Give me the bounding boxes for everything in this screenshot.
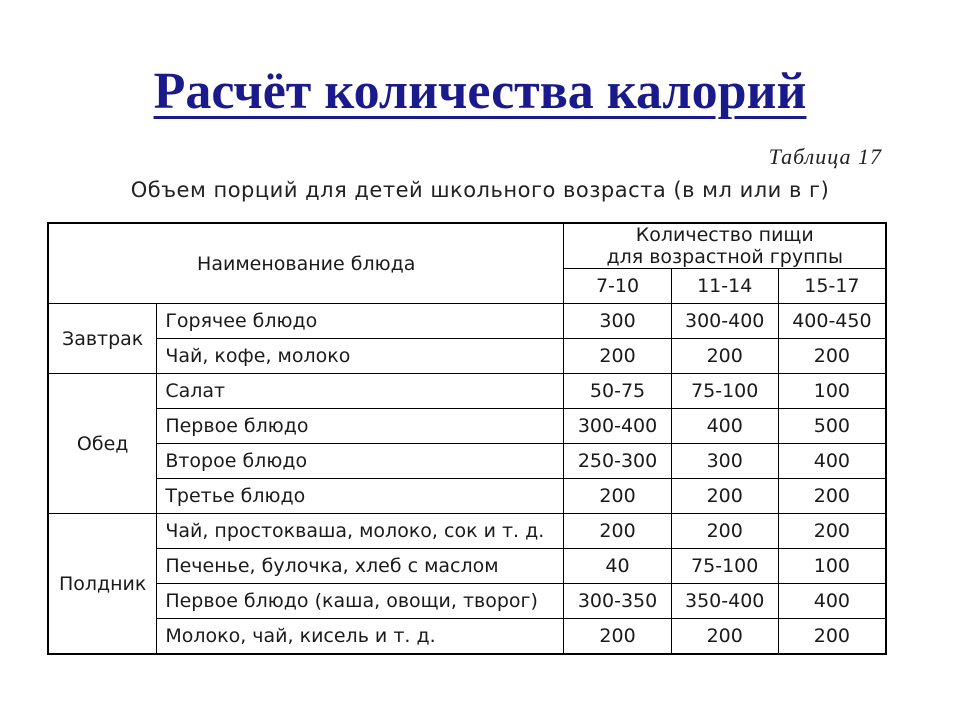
table-row: [48, 444, 886, 479]
table-row: [48, 304, 886, 339]
table-row: [48, 514, 886, 549]
portion-value: 75-100: [671, 549, 778, 584]
portion-value: 300-400: [671, 304, 778, 339]
table-row: [48, 549, 886, 584]
dish-name: Чай, кофе, молоко: [157, 339, 564, 374]
portion-value: 400: [778, 584, 886, 619]
header-quantity-line1: Количество пищи: [635, 224, 814, 246]
portion-value: 200: [778, 619, 886, 655]
portion-value: 200: [564, 479, 671, 514]
table-row: [48, 339, 886, 374]
portion-value: 300-400: [564, 409, 671, 444]
portion-value: 400: [778, 444, 886, 479]
dish-name: Салат: [157, 374, 564, 409]
table-number-label: Таблица 17: [768, 144, 882, 169]
table-caption: Объем порций для детей школьного возраста (в мл или в г): [130, 178, 830, 202]
header-age-group: 11-14: [671, 269, 778, 304]
header-quantity: [564, 223, 886, 269]
portion-value: 100: [778, 549, 886, 584]
meal-name-snack: Полдник: [48, 514, 157, 655]
portion-value: 200: [564, 339, 671, 374]
portion-value: 40: [564, 549, 671, 584]
portion-table: [47, 222, 887, 655]
page-title: Расчёт количества калорий: [153, 63, 807, 120]
portion-value: 75-100: [671, 374, 778, 409]
dish-name: Горячее блюдо: [157, 304, 564, 339]
portion-value: 50-75: [564, 374, 671, 409]
table-row: [48, 409, 886, 444]
portion-value: 100: [778, 374, 886, 409]
header-dish-name: Наименование блюда: [48, 223, 564, 304]
dish-name: Первое блюдо: [157, 409, 564, 444]
header-age-group: 15-17: [778, 269, 886, 304]
dish-name: Молоко, чай, кисель и т. д.: [157, 619, 564, 655]
header-row: [48, 223, 886, 269]
portion-value: 200: [778, 514, 886, 549]
dish-name: Второе блюдо: [157, 444, 564, 479]
table-row: [48, 584, 886, 619]
table-row: [48, 374, 886, 409]
portion-value: 400-450: [778, 304, 886, 339]
meal-name-breakfast: Завтрак: [48, 304, 157, 374]
table-row: [48, 479, 886, 514]
portion-value: 300-350: [564, 584, 671, 619]
header-quantity-line2: для возрастной группы: [606, 246, 843, 268]
meal-name-lunch: Обед: [48, 374, 157, 514]
portion-value: 200: [671, 479, 778, 514]
portion-value: 200: [778, 479, 886, 514]
dish-name: Первое блюдо (каша, овощи, творог): [157, 584, 564, 619]
dish-name: Чай, простокваша, молоко, сок и т. д.: [157, 514, 564, 549]
portion-value: 300: [564, 304, 671, 339]
portion-value: 500: [778, 409, 886, 444]
portion-value: 200: [564, 619, 671, 655]
portion-value: 300: [671, 444, 778, 479]
portion-value: 200: [564, 514, 671, 549]
portion-value: 200: [671, 619, 778, 655]
dish-name: Печенье, булочка, хлеб с маслом: [157, 549, 564, 584]
portion-value: 400: [671, 409, 778, 444]
portion-value: 200: [671, 339, 778, 374]
header-age-group: 7-10: [564, 269, 671, 304]
portion-value: 350-400: [671, 584, 778, 619]
portion-value: 200: [778, 339, 886, 374]
portion-value: 250-300: [564, 444, 671, 479]
table-row: [48, 619, 886, 655]
dish-name: Третье блюдо: [157, 479, 564, 514]
portion-value: 200: [671, 514, 778, 549]
